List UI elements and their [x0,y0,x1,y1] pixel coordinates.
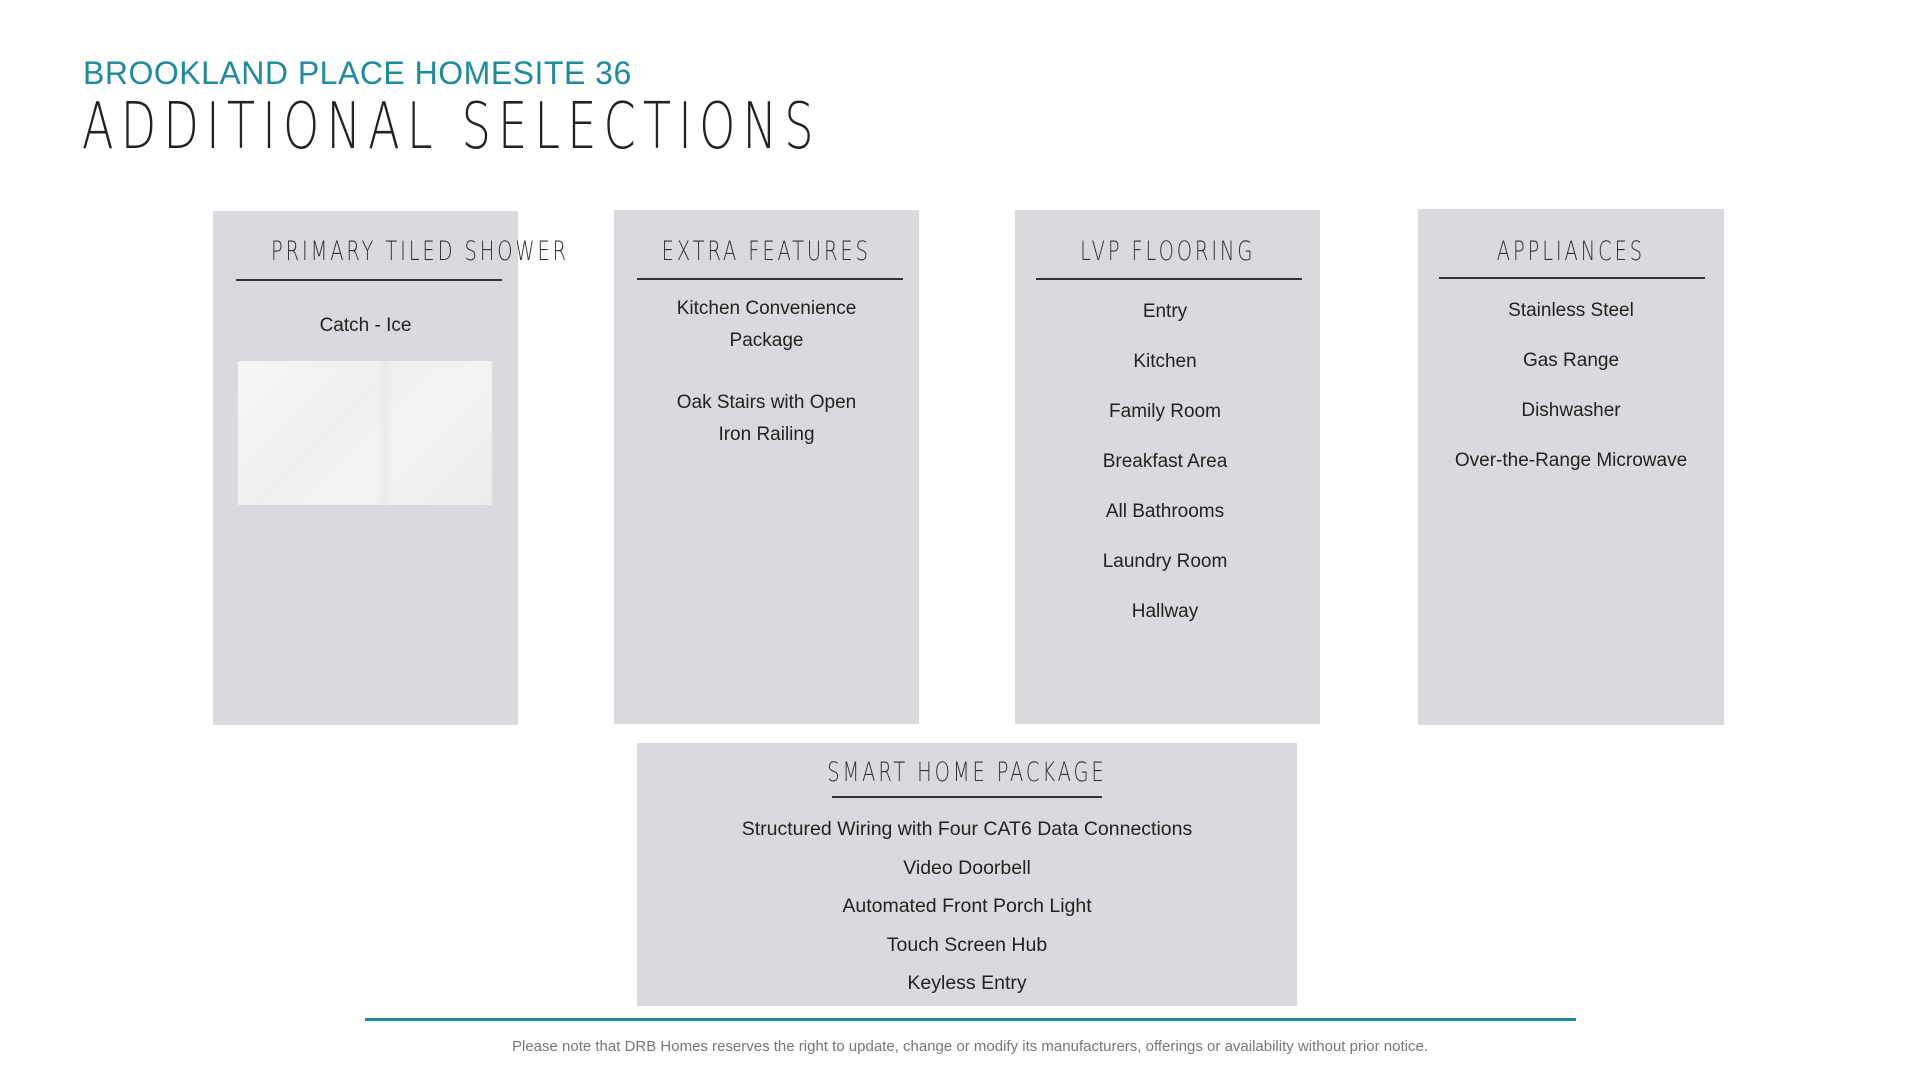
list-item: All Bathrooms [1105,501,1225,522]
card-heading: EXTRA FEATURES [661,236,872,267]
disclaimer-note: Please note that DRB Homes reserves the right to update, change or modify its manufacturers, offerings or availability without prior notice. [511,1038,1428,1055]
heading-divider [236,279,502,281]
item-list [1418,286,1724,486]
card-primary-tiled-shower [213,211,570,725]
item-list [1015,287,1320,637]
item-list [637,810,1297,1003]
list-item: Touch Screen Hub [886,933,1048,956]
card-smart-home-package [637,743,1297,1006]
homesite-subtitle: BROOKLAND PLACE HOMESITE 36 [83,55,632,91]
card-appliances [1418,209,1724,725]
item-list [614,293,919,451]
list-item: Video Doorbell [903,856,1031,879]
list-item: Hallway [1131,601,1199,622]
card-heading: SMART HOME PACKAGE [827,757,1107,788]
list-item: Gas Range [1522,350,1620,371]
list-item: Breakfast Area [1102,451,1228,472]
list-item: Catch - Ice [319,315,412,336]
list-item: Family Room [1109,401,1221,422]
list-item: Stainless Steel [1508,300,1634,321]
list-item: Over-the-Range Microwave [1454,450,1688,471]
card-lvp-flooring [1015,210,1320,724]
list-item: Structured Wiring with Four CAT6 Data Connections [741,818,1193,840]
item-list [213,315,518,337]
card-heading: LVP FLOORING [1079,236,1256,267]
heading-divider [637,278,903,280]
list-item: Oak Stairs with Open Iron Railing [676,392,857,445]
heading-divider [1439,277,1705,279]
list-item: Dishwasher [1521,400,1621,421]
heading-divider [832,796,1102,798]
footer-divider [365,1018,1576,1021]
tile-sample-image [238,361,492,505]
list-item: Entry [1142,301,1188,322]
card-heading: PRIMARY TILED SHOWER [270,236,570,267]
list-item: Laundry Room [1102,551,1228,572]
heading-divider [1036,278,1302,280]
page-title: ADDITIONAL SELECTIONS [82,90,821,164]
list-item: Automated Front Porch Light [842,895,1092,917]
list-item: Kitchen Convenience Package [676,298,857,351]
card-heading: APPLIANCES [1496,236,1646,267]
list-item: Kitchen [1133,351,1197,372]
card-extra-features [614,210,919,724]
list-item: Keyless Entry [907,972,1027,994]
